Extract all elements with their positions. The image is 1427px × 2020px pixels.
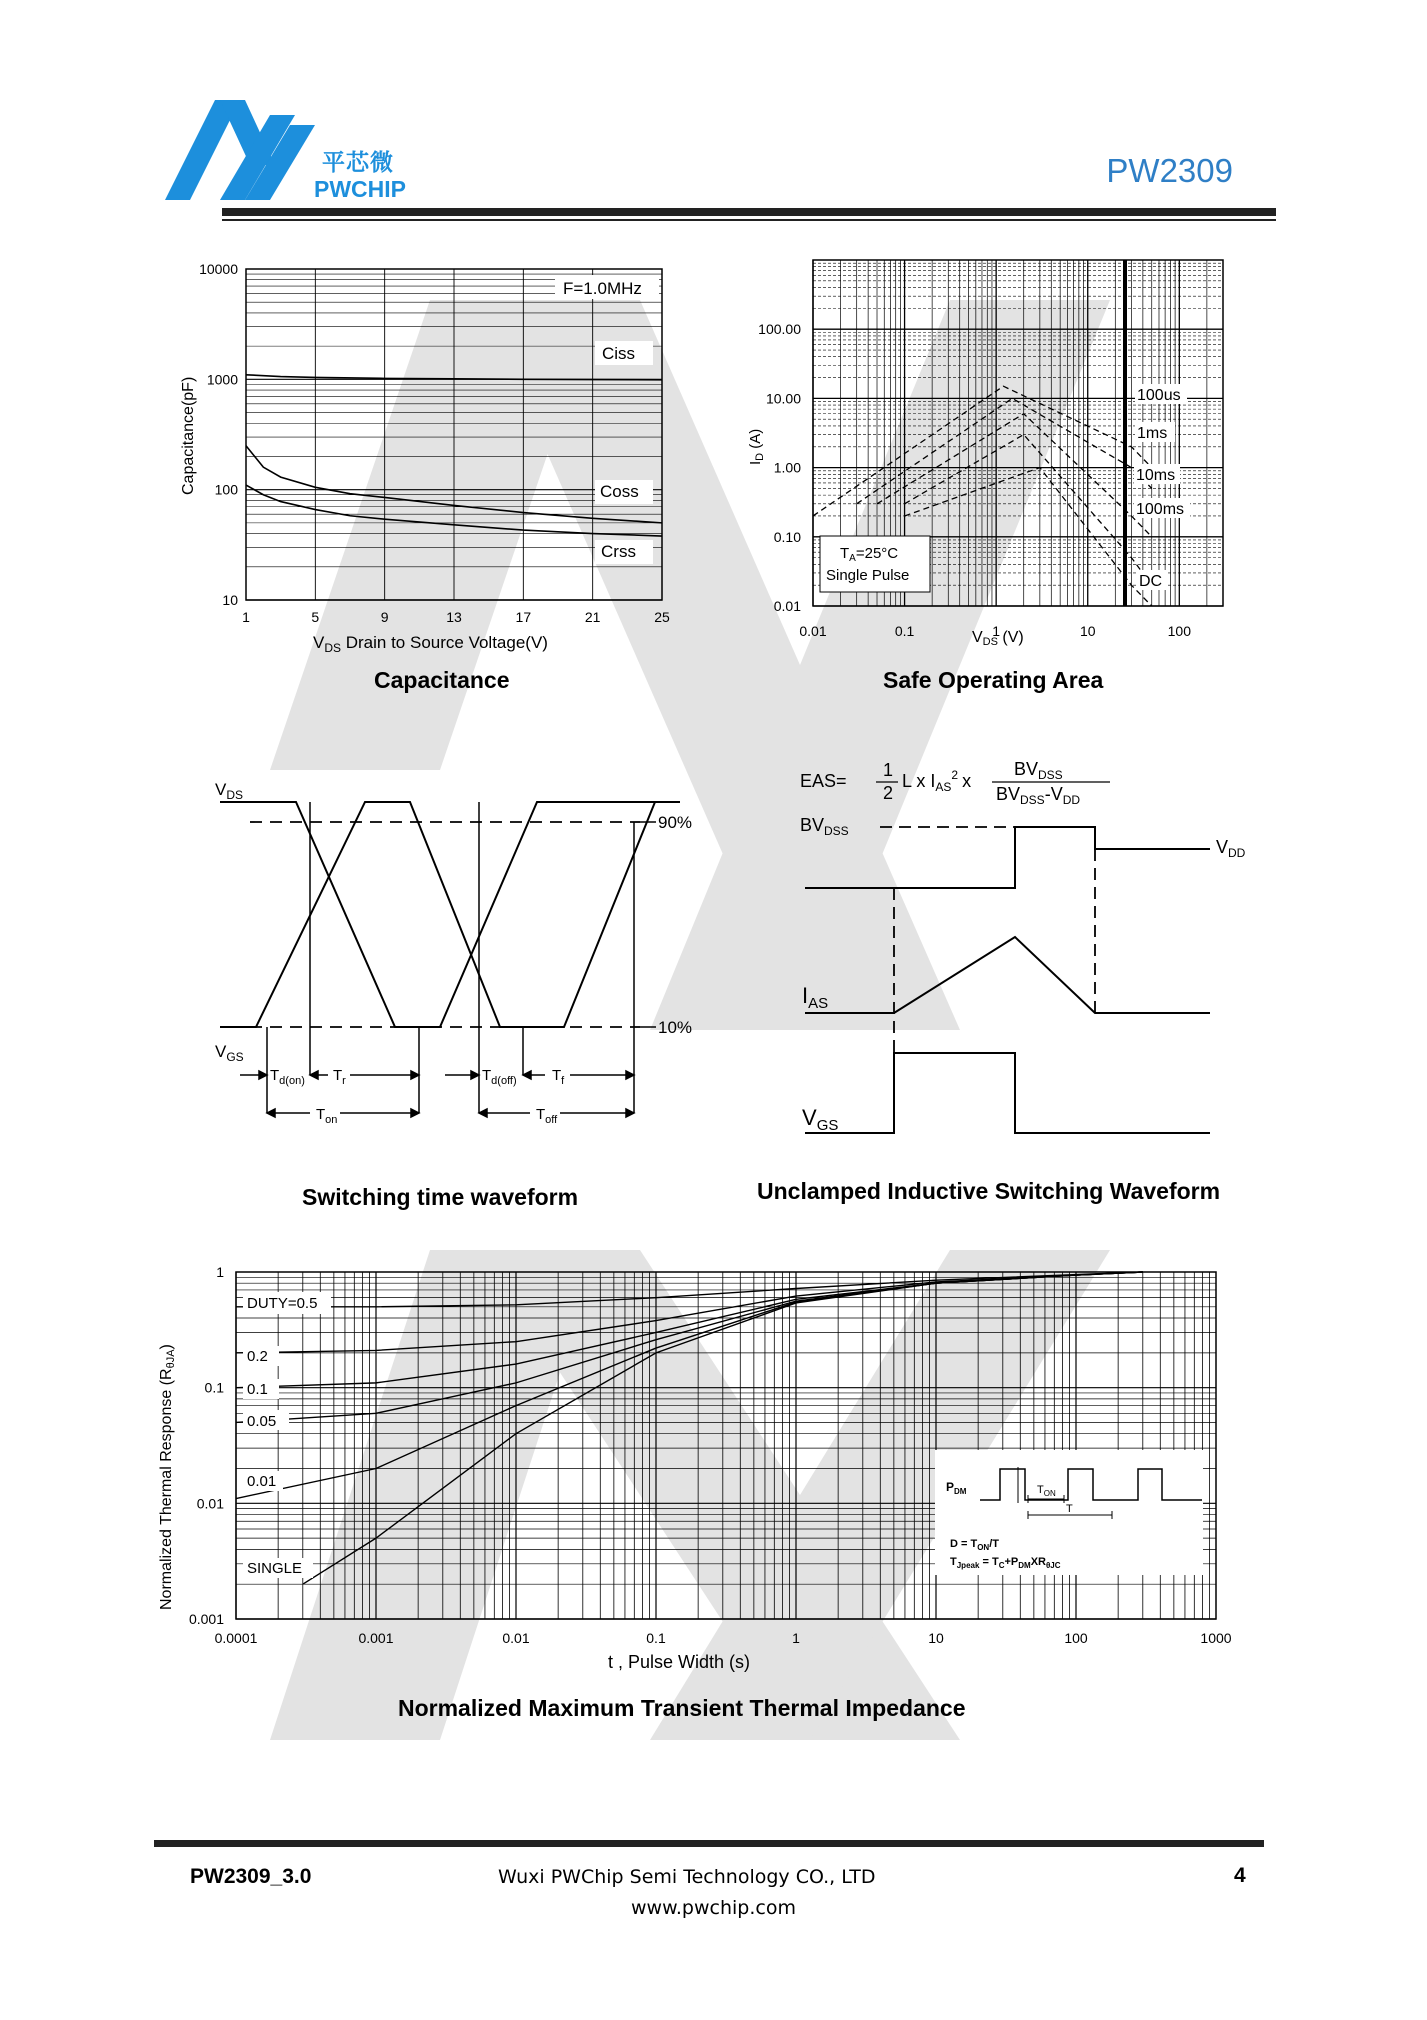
th-series-line — [236, 1272, 1143, 1422]
inset-t-label: T — [1066, 1503, 1073, 1515]
eas-label: EAS= — [800, 771, 847, 791]
th-x-tick: 0.001 — [358, 1630, 394, 1646]
soa-condition-pulse: Single Pulse — [826, 567, 910, 584]
soa-series-1ms — [857, 398, 1152, 503]
th-duty05-label: DUTY=0.5 — [247, 1295, 318, 1312]
soa-1ms-label: 1ms — [1137, 425, 1168, 442]
soa-caption: Safe Operating Area — [883, 667, 1104, 693]
part-number: PW2309 — [1106, 152, 1233, 189]
soa-chart — [740, 250, 1280, 650]
th-x-tick: 0.01 — [502, 1630, 530, 1646]
ciss-label: Ciss — [602, 344, 636, 363]
soa-series-10ms — [877, 414, 1152, 537]
td-off-label: $T_{d(off)}$ — [482, 1067, 517, 1087]
eas-frac-num: $BV_{DSS}$ — [1014, 759, 1063, 782]
inset-pdm-label: $P_{DM}$ — [946, 1480, 967, 1496]
soa-condition-temp: $T_A=25^\circ C$ — [840, 545, 899, 564]
th-02-label: 0.2 — [247, 1348, 268, 1365]
uis-vdd-label: $V_{DD}$ — [1216, 837, 1246, 860]
th-x-tick: 10 — [928, 1630, 944, 1646]
footer-doc-id: PW2309_3.0 — [190, 1865, 312, 1888]
toff-label: $T_{off}$ — [536, 1106, 558, 1126]
uis-vds-waveform — [805, 827, 1210, 888]
crss-label: Crss — [601, 542, 636, 561]
header-rule — [222, 208, 1276, 216]
vgs-waveform — [220, 802, 680, 1027]
coss-label: Coss — [600, 482, 639, 501]
soa-y-axis-label: $I_D$ (A) — [747, 428, 766, 465]
cap-y-axis-label: Capacitance(pF) — [180, 376, 197, 495]
cap-x-tick: 17 — [515, 609, 532, 625]
th-y-tick: 1 — [216, 1264, 224, 1280]
switching-caption: Switching time waveform — [302, 1184, 579, 1210]
eas-half-num: 1 — [883, 760, 894, 780]
th-x-tick: 1000 — [1200, 1630, 1232, 1646]
cap-y-tick: 100 — [214, 481, 238, 498]
vds-waveform — [220, 802, 680, 1027]
cap-x-tick: 25 — [654, 609, 670, 625]
cap-y-tick: 10 — [222, 592, 238, 608]
th-005-label: 0.05 — [247, 1413, 277, 1430]
soa-x-tick: 0.01 — [799, 623, 827, 639]
switch-90-label: 90% — [658, 813, 693, 832]
uis-caption: Unclamped Inductive Switching Waveform — [757, 1178, 1221, 1204]
uis-ias-label: $I_{AS}$ — [802, 983, 829, 1012]
cap-x-tick: 1 — [242, 609, 250, 625]
pwchip-logo — [165, 95, 315, 205]
inset-duty-eq: $D = T_{ON}/T$ — [950, 1538, 999, 1552]
footer-page-number: 4 — [1234, 1864, 1246, 1887]
ton-label: $T_{on}$ — [316, 1106, 338, 1126]
switching-waveform-diagram — [200, 765, 720, 1135]
td-on-label: $T_{d(on)}$ — [270, 1067, 305, 1087]
th-y-tick: 0.01 — [196, 1495, 224, 1512]
soa-x-tick: 1 — [992, 623, 1001, 639]
soa-y-tick: 0.01 — [773, 598, 801, 614]
th-x-tick: 0.1 — [646, 1630, 666, 1646]
soa-100us-label: 100us — [1137, 387, 1181, 404]
cap-x-axis-label: $V_{DS}$ Drain to Source Voltage(V) — [313, 633, 548, 655]
thermal-caption: Normalized Maximum Transient Thermal Impedance — [398, 1695, 966, 1721]
soa-dc-label: DC — [1139, 573, 1163, 590]
th-x-axis-label: t , Pulse Width (s) — [608, 1652, 751, 1672]
th-x-tick: 0.0001 — [214, 1630, 258, 1646]
cap-ticks — [199, 261, 670, 625]
soa-y-tick: 0.10 — [773, 528, 801, 545]
logo-chinese-name: 平芯微 — [322, 149, 394, 175]
inset-ton-label: $T_{ON}$ — [1037, 1484, 1056, 1498]
th-y-tick: 0.001 — [188, 1611, 224, 1627]
soa-y-tick: 100.00 — [758, 321, 801, 338]
soa-10ms-label: 10ms — [1136, 467, 1176, 484]
cap-x-tick: 13 — [446, 609, 462, 625]
soa-y-tick: 10.00 — [765, 390, 801, 407]
switch-vgs-label: $V_{GS}$ — [215, 1042, 244, 1064]
soa-x-axis-label: VDS (V) — [972, 629, 1024, 648]
footer-rule — [154, 1840, 1264, 1847]
th-x-tick: 1 — [792, 1630, 800, 1646]
cap-x-tick: 5 — [311, 609, 320, 625]
eas-frac-den: $BV_{DSS}-V_{DD}$ — [996, 784, 1081, 807]
cap-x-tick: 9 — [380, 609, 389, 625]
tf-label: $T_f$ — [552, 1067, 565, 1087]
uis-waveform-diagram — [790, 745, 1270, 1145]
uis-ias-waveform — [805, 937, 1210, 1013]
footer-website: www.pwchip.com — [631, 1897, 796, 1919]
cap-y-tick: 10000 — [199, 261, 238, 277]
soa-y-tick: 1.00 — [773, 459, 801, 476]
soa-x-tick: 10 — [1079, 623, 1096, 639]
footer-company: Wuxi PWChip Semi Technology CO., LTD — [498, 1866, 876, 1888]
th-01-label: 0.1 — [247, 1381, 268, 1398]
soa-100ms-label: 100ms — [1136, 501, 1185, 518]
soa-x-tick: 100 — [1167, 623, 1191, 639]
th-x-tick: 100 — [1064, 1630, 1088, 1646]
eas-l-term: L x $I_{AS}^2$ x — [902, 768, 972, 794]
capacitance-caption: Capacitance — [374, 667, 510, 693]
capacitance-chart — [170, 255, 680, 655]
tr-label: $T_r$ — [333, 1067, 346, 1087]
th-single-label: SINGLE — [247, 1560, 303, 1577]
switch-vds-label: $V_{DS}$ — [215, 780, 244, 802]
cap-y-tick: 1000 — [206, 371, 238, 388]
switch-10-label: 10% — [658, 1018, 693, 1037]
soa-series-100us — [813, 386, 1152, 516]
cap-x-tick: 21 — [584, 609, 601, 625]
soa-x-tick: 0.1 — [894, 623, 915, 639]
eas-half-den: 2 — [883, 783, 894, 803]
th-y-tick: 0.1 — [204, 1379, 224, 1396]
uis-vgs-waveform — [805, 1053, 1210, 1133]
header-rule-thin — [222, 219, 1276, 221]
thermal-impedance-chart — [150, 1255, 1250, 1705]
logo-english-name: PWCHIP — [314, 176, 406, 202]
th-001-label: 0.01 — [247, 1473, 277, 1490]
uis-bvdss-label: $BV_{DSS}$ — [800, 815, 849, 838]
uis-vgs-label: $V_{GS}$ — [802, 1105, 839, 1134]
th-y-axis-label: Normalized Thermal Response (RθJA) — [158, 1344, 177, 1610]
cap-freq-annotation: F=1.0MHz — [563, 279, 642, 298]
inset-tj-eq: $T_{Jpeak} = T_C+P_{DM}XR_{\theta JC}$ — [950, 1556, 1061, 1570]
